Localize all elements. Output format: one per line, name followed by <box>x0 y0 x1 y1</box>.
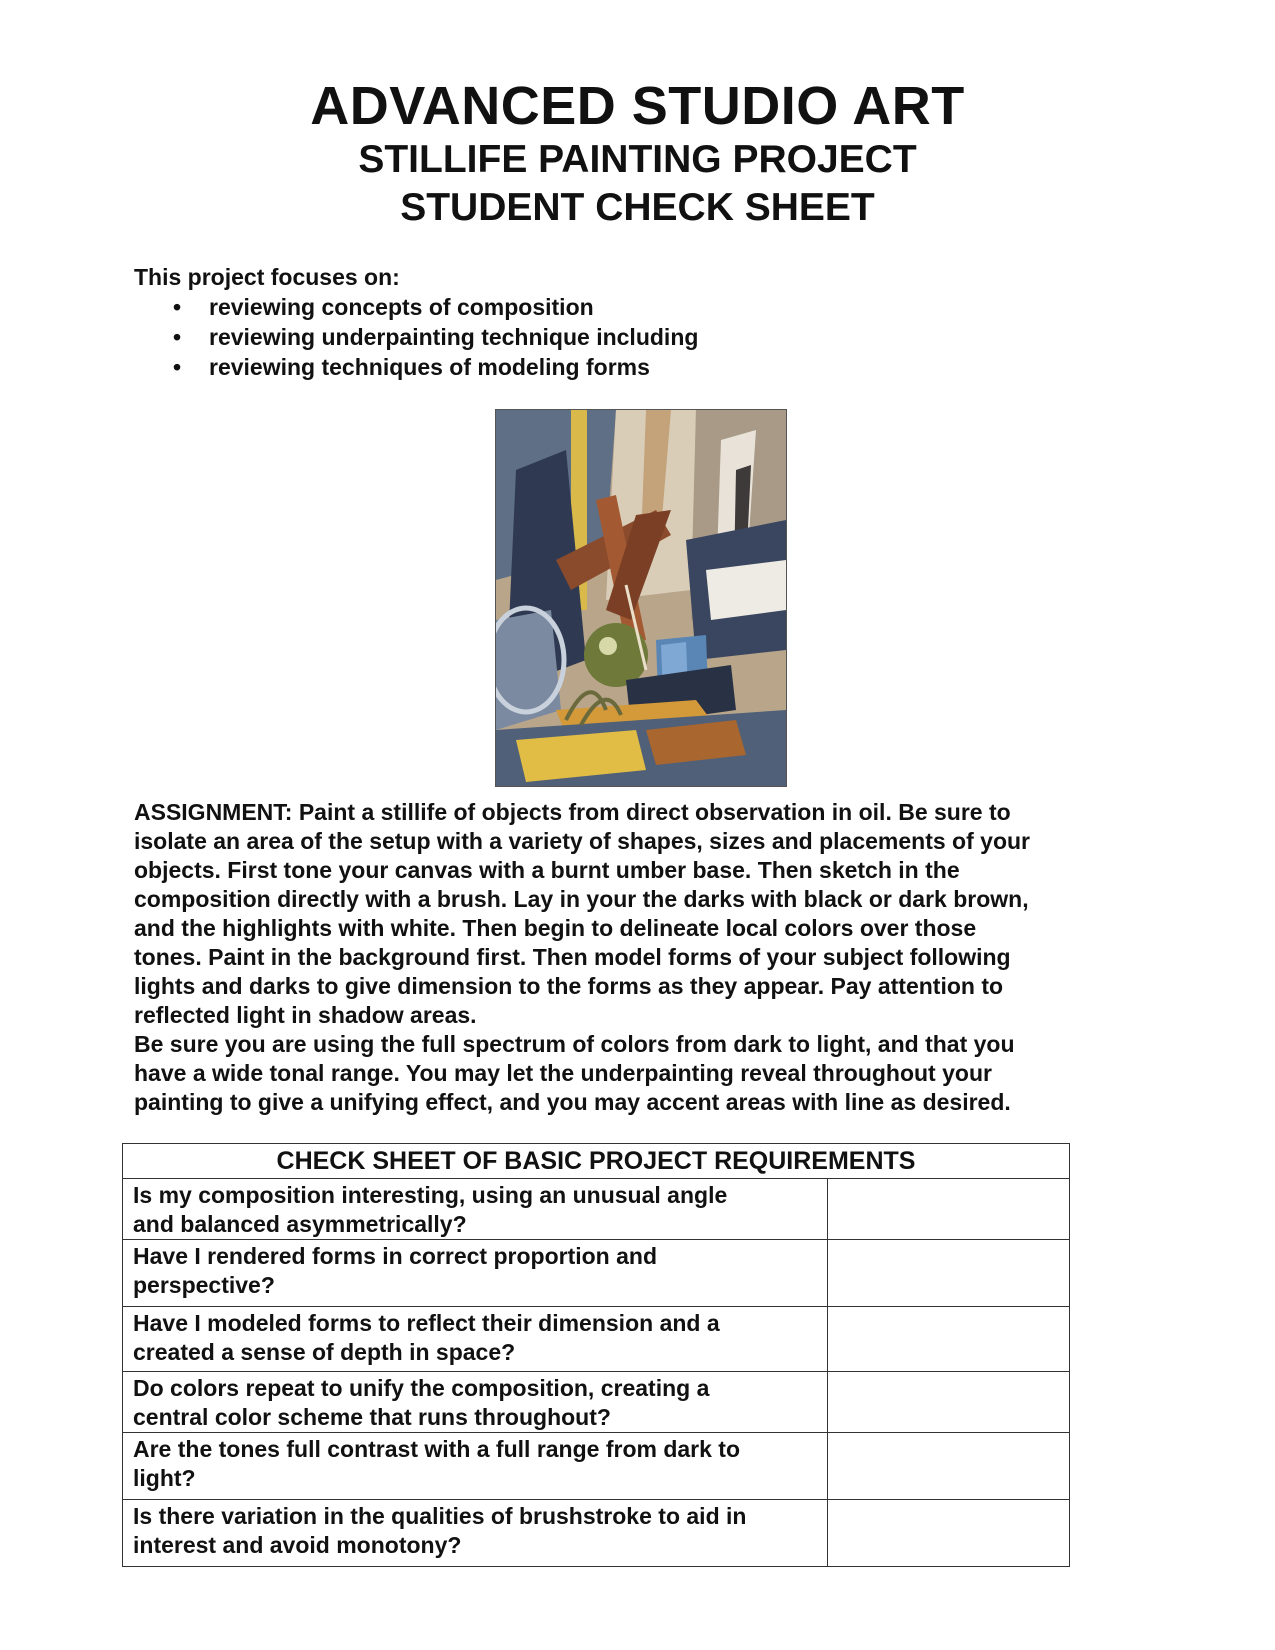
focus-item: • reviewing underpainting technique including <box>134 322 698 352</box>
sheet-subtitle: STUDENT CHECK SHEET <box>400 186 875 229</box>
focus-section <box>134 262 698 382</box>
table-row <box>123 1179 1070 1240</box>
check-sheet-header: CHECK SHEET OF BASIC PROJECT REQUIREMENTS <box>123 1144 1070 1179</box>
check-box-cell[interactable] <box>828 1307 1070 1372</box>
table-row <box>123 1240 1070 1307</box>
requirement-question: Do colors repeat to unify the composition, creating a central color scheme that runs throughout? <box>123 1372 828 1433</box>
check-box-cell[interactable] <box>828 1179 1070 1240</box>
header <box>0 76 1275 232</box>
check-box-cell[interactable] <box>828 1372 1070 1433</box>
requirement-question: Have I modeled forms to reflect their dimension and a created a sense of depth in space? <box>123 1307 828 1372</box>
check-sheet-header-row <box>123 1144 1070 1179</box>
assignment-text: ASSIGNMENT: Paint a stillife of objects from direct observation in oil. Be sure to isolate an area of the setup with a variety of shapes, sizes and placements of your objects. First tone your canvas with a burnt umber base. Then sketch in the composition directly with a brush. Lay in your the darks with black or dark brown, and the highlights with white. Then begin to delineate local colors over those tones. Paint in the background first. Then model forms of your subject following lights and darks to give dimension to the forms as they appear. Pay attention to reflected light in shadow areas. Be sure you are using the full spectrum of colors from dark to light, and that you have a wide tonal range. You may let the underpainting reveal throughout your painting to give a unifying effect, and you may accent areas with line as desired. <box>134 799 1031 1115</box>
requirement-question: Is there variation in the qualities of brushstroke to aid in interest and avoid monotony? <box>123 1500 828 1567</box>
focus-item: • reviewing concepts of composition <box>134 292 698 322</box>
requirement-question: Have I rendered forms in correct proportion and perspective? <box>123 1240 828 1307</box>
page-title: ADVANCED STUDIO ART <box>310 76 965 136</box>
focus-list <box>134 292 698 382</box>
check-box-cell[interactable] <box>828 1240 1070 1307</box>
focus-item: • reviewing techniques of modeling forms <box>134 352 698 382</box>
check-box-cell[interactable] <box>828 1500 1070 1567</box>
table-row <box>123 1372 1070 1433</box>
check-sheet-table <box>122 1143 1070 1567</box>
table-row <box>123 1307 1070 1372</box>
table-row <box>123 1433 1070 1500</box>
project-subtitle: STILLIFE PAINTING PROJECT <box>358 138 917 181</box>
stillife-painting-image <box>495 409 787 787</box>
focus-lead: This project focuses on: <box>134 264 400 290</box>
check-box-cell[interactable] <box>828 1433 1070 1500</box>
requirement-question: Is my composition interesting, using an unusual angle and balanced asymmetrically? <box>123 1179 828 1240</box>
table-row <box>123 1500 1070 1567</box>
requirement-question: Are the tones full contrast with a full range from dark to light? <box>123 1433 828 1500</box>
